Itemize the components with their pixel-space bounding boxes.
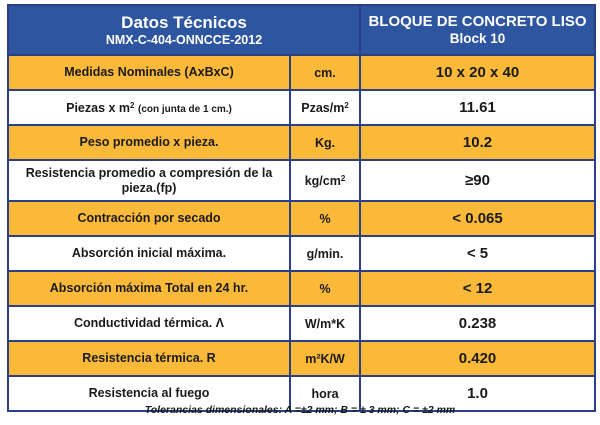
value-cell: 0.420 [360,341,595,376]
table-header-row [8,5,595,55]
value-cell: ≥90 [360,160,595,201]
property-superscript: 2 [130,101,135,110]
unit-cell: g/min. [290,236,360,271]
header-model: Block 10 [449,31,506,46]
table-row [8,271,595,306]
table-row [8,306,595,341]
value-cell: 1.0 [360,376,595,411]
header-right [360,5,595,55]
table-row [8,201,595,236]
unit-cell: % [290,201,360,236]
property-cell: Resistencia promedio a compresión de la pieza.(fp) [8,160,290,201]
unit-text: kg/cm [304,173,341,188]
value-cell: 0.238 [360,306,595,341]
value-cell: 10 x 20 x 40 [360,55,595,90]
header-left [8,5,360,55]
table-row [8,125,595,160]
unit-cell: hora [290,376,360,411]
value-cell: < 5 [360,236,595,271]
unit-cell: Kg. [290,125,360,160]
property-note: (con junta de 1 cm.) [137,104,232,115]
unit-cell: W/m*K [290,306,360,341]
unit-cell: m²K/W [290,341,360,376]
unit-cell: cm. [290,55,360,90]
header-title: Datos Técnicos [121,12,247,32]
property-cell: Medidas Nominales (AxBxC) [8,55,290,90]
table-row [8,90,595,125]
table-row [8,236,595,271]
property-cell: Contracción por secado [8,201,290,236]
property-cell: Conductividad térmica. Λ [8,306,290,341]
unit-superscript: 2 [344,100,349,110]
property-cell: Absorción inicial máxima. [8,236,290,271]
property-cell: Absorción máxima Total en 24 hr. [8,271,290,306]
unit-superscript: 2 [340,173,346,183]
unit-cell [290,160,360,201]
table-row [8,160,595,201]
value-cell: < 12 [360,271,595,306]
property-cell: Resistencia térmica. R [8,341,290,376]
header-product: BLOQUE DE CONCRETO LISO [368,13,587,30]
value-cell: 11.61 [360,90,595,125]
value-cell: < 0.065 [360,201,595,236]
tolerances-footnote: Tolerancias dimensionales: A =±2 mm; B = ± 3 mm; C = ±2 mm [144,404,456,416]
unit-text: Pzas/m [301,100,345,115]
technical-data-table [7,4,596,412]
property-cell [8,90,290,125]
table-row [8,341,595,376]
property-cell: Peso promedio x pieza. [8,125,290,160]
unit-cell [290,90,360,125]
property-text: Piezas x m [66,101,131,115]
unit-cell: % [290,271,360,306]
property-cell: Resistencia al fuego [8,376,290,411]
header-norm: NMX-C-404-ONNCCE-2012 [105,32,263,47]
table-row [8,55,595,90]
value-cell: 10.2 [360,125,595,160]
